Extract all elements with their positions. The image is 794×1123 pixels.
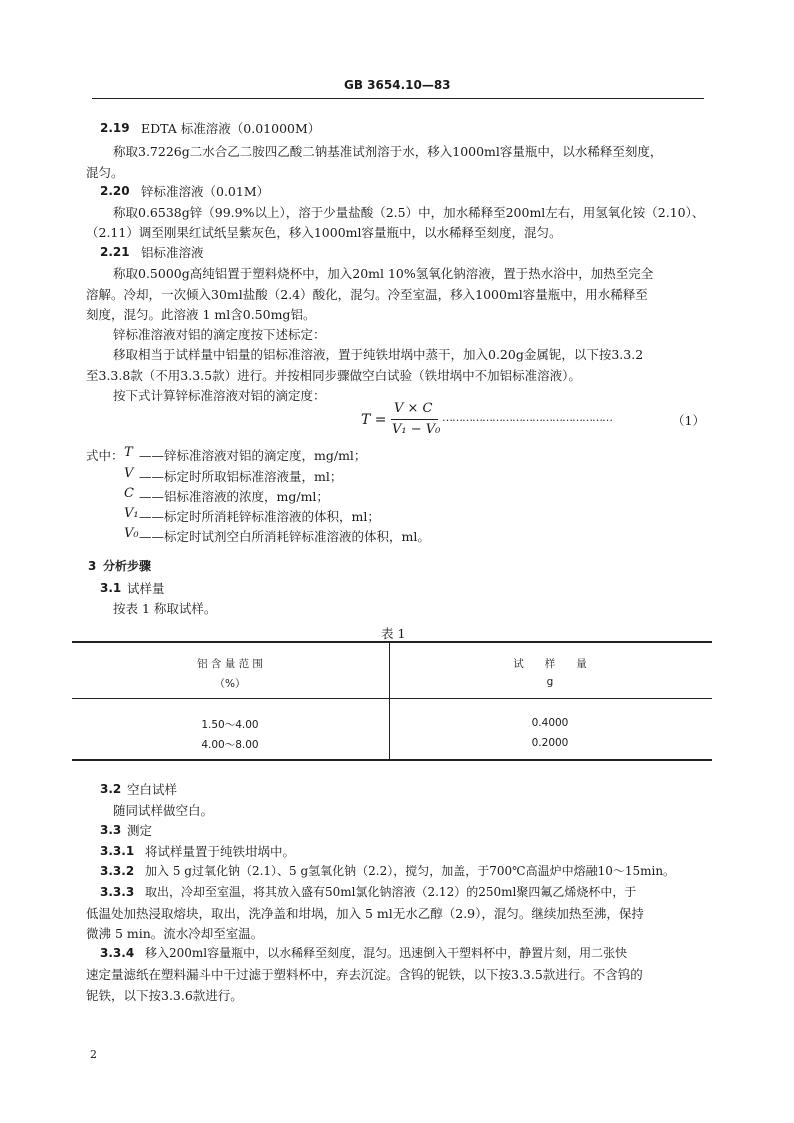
paragraph-line: 取出，冷却至室温，将其放入盛有50ml氯化钠溶液（2.12）的250ml聚四氟乙烯烧杯中，于 xyxy=(145,885,637,899)
paragraph-line: 称取3.7226g二水合乙二胺四乙酸二钠基准试剂溶于水，移入1000ml容量瓶中，以水稀释至刻度， xyxy=(113,144,663,159)
variable-definition: ——锌标准溶液对铝的滴定度，mg/ml； xyxy=(139,448,367,463)
paragraph-line: 将试样量置于纯铁坩埚中。 xyxy=(145,844,296,859)
section-title: 测定 xyxy=(127,823,153,838)
section-number: 3 xyxy=(88,559,97,573)
paragraph-line: 锌标准溶液对铝的滴定度按下述标定： xyxy=(113,327,326,342)
table-bottom-rule xyxy=(72,759,712,761)
section-title: EDTA 标准溶液（0.01000M） xyxy=(141,121,321,136)
paragraph-line: 移取相当于试样量中铝量的铝标准溶液，置于纯铁坩埚中蒸干，加入0.20g金属铌，以下按3.3.2 xyxy=(113,347,644,362)
table-cell-range: 4.00～8.00 xyxy=(201,739,259,751)
variable-symbol: V₀ xyxy=(124,526,139,541)
section-title: 锌标准溶液（0.01M） xyxy=(141,184,270,199)
paragraph-line: 低温处加热浸取熔块，取出，洗净盖和坩埚，加入 5 ml无水乙醇（2.9），混匀。继续加热至沸，保持 xyxy=(86,906,644,921)
table-cell-range: 1.50～4.00 xyxy=(201,719,259,731)
paragraph-line: 至3.3.8款（不用3.3.5款）进行。并按相同步骤做空白试验（铁坩埚中不加铝标准溶液）。 xyxy=(86,368,581,383)
variable-definition: ——标定时所消耗锌标准溶液的体积，ml； xyxy=(139,509,380,524)
section-number: 3.3 xyxy=(100,823,122,837)
section-title: 空白试样 xyxy=(127,782,178,797)
table-column-divider xyxy=(389,643,390,759)
paragraph-line: 微沸 5 min。流水冷却至室温。 xyxy=(86,926,264,941)
table-header-rule xyxy=(72,698,712,699)
table-header-range-unit: （%） xyxy=(214,678,246,690)
section-number: 3.3.4 xyxy=(100,946,135,960)
table-cell-mass: 0.2000 xyxy=(531,737,569,749)
section-number: 3.3.1 xyxy=(100,844,135,858)
formula-numerator: V × C xyxy=(394,401,433,416)
table-cell-mass: 0.4000 xyxy=(531,717,569,729)
section-number: 3.3.2 xyxy=(100,864,135,878)
standard-code: GB 3654.10—83 xyxy=(344,78,451,92)
section-number: 3.2 xyxy=(100,782,122,796)
paragraph-line: 移入200ml容量瓶中，以水稀释至刻度，混匀。迅速倒入干塑料杯中，静置片刻，用二张快 xyxy=(145,946,628,960)
table-header-mass-unit: g xyxy=(546,676,554,688)
section-title: 铝标准溶液 xyxy=(141,245,204,260)
paragraph-line: 随同试样做空白。 xyxy=(113,803,214,818)
paragraph-line: 溶解。冷却，一次倾入30ml盐酸（2.4）酸化，混匀。冷至室温，移入1000ml容量瓶中，用水稀释至 xyxy=(86,287,648,302)
variable-symbol: V₁ xyxy=(124,506,139,521)
variable-symbol: V xyxy=(124,466,134,481)
paragraph-line: 铌铁，以下按3.3.6款进行。 xyxy=(86,988,243,1003)
formula-lhs: T = xyxy=(361,412,387,428)
paragraph-line: 速定量滤纸在塑料漏斗中干过滤于塑料杯中，弃去沉淀。含钨的铌铁，以下按3.3.5款进行。不含钨的 xyxy=(86,967,643,982)
table-header-mass: 试 样 量 xyxy=(513,658,587,670)
header-rule xyxy=(92,98,704,99)
fraction-bar xyxy=(391,419,438,420)
variable-definition: ——标定时试剂空白所消耗锌标准溶液的体积，ml。 xyxy=(139,529,430,544)
paragraph-line: 刻度，混匀。此溶液 1 ml含0.50mg铝。 xyxy=(86,307,316,322)
section-title: 试样量 xyxy=(127,581,165,596)
formula-number: （1） xyxy=(672,413,705,428)
paragraph-line: 混匀。 xyxy=(86,165,124,180)
section-number: 2.19 xyxy=(100,121,130,135)
paragraph-line: 按下式计算锌标准溶液对铝的滴定度： xyxy=(113,388,326,403)
section-number: 2.21 xyxy=(100,245,130,259)
section-number: 3.1 xyxy=(100,581,122,595)
section-number: 3.3.3 xyxy=(100,885,135,899)
page-number: 2 xyxy=(90,1048,97,1061)
paragraph-line: 称取0.6538g锌（99.9%以上），溶于少量盐酸（2.5）中，加水稀释至200ml左右，用氢氧化铵（2.10）、 xyxy=(113,205,705,220)
variable-symbol: C xyxy=(124,486,134,501)
formula-leader-dots: …………………………………………… xyxy=(442,411,612,424)
variable-symbol: T xyxy=(124,445,133,460)
paragraph-line: 按表 1 称取试样。 xyxy=(113,601,217,616)
section-title: 分析步骤 xyxy=(103,559,152,573)
variable-definition: ——铝标准溶液的浓度，mg/ml； xyxy=(139,489,329,504)
paragraph-line: （2.11）调至刚果红试纸呈紫灰色，移入1000ml容量瓶中，以水稀释至刻度，混匀。 xyxy=(86,225,562,240)
section-number: 2.20 xyxy=(100,184,130,198)
variable-definition: ——标定时所取铝标准溶液量，ml； xyxy=(139,469,343,484)
paragraph-line: 加入 5 g过氧化钠（2.1）、5 g氢氧化钠（2.2），搅匀，加盖，于700℃高温炉中熔融10～15min。 xyxy=(145,864,676,878)
formula-denominator: V₁ − V₀ xyxy=(392,422,441,437)
where-lead: 式中： xyxy=(86,448,124,463)
table-top-rule xyxy=(72,641,712,643)
table-caption: 表 1 xyxy=(381,626,406,641)
table-header-range: 铝 含 量 范 围 xyxy=(197,658,263,670)
paragraph-line: 称取0.5000g高纯铝置于塑料烧杯中，加入20ml 10%氢氧化钠溶液，置于热水浴中，加热至完全 xyxy=(113,266,654,281)
